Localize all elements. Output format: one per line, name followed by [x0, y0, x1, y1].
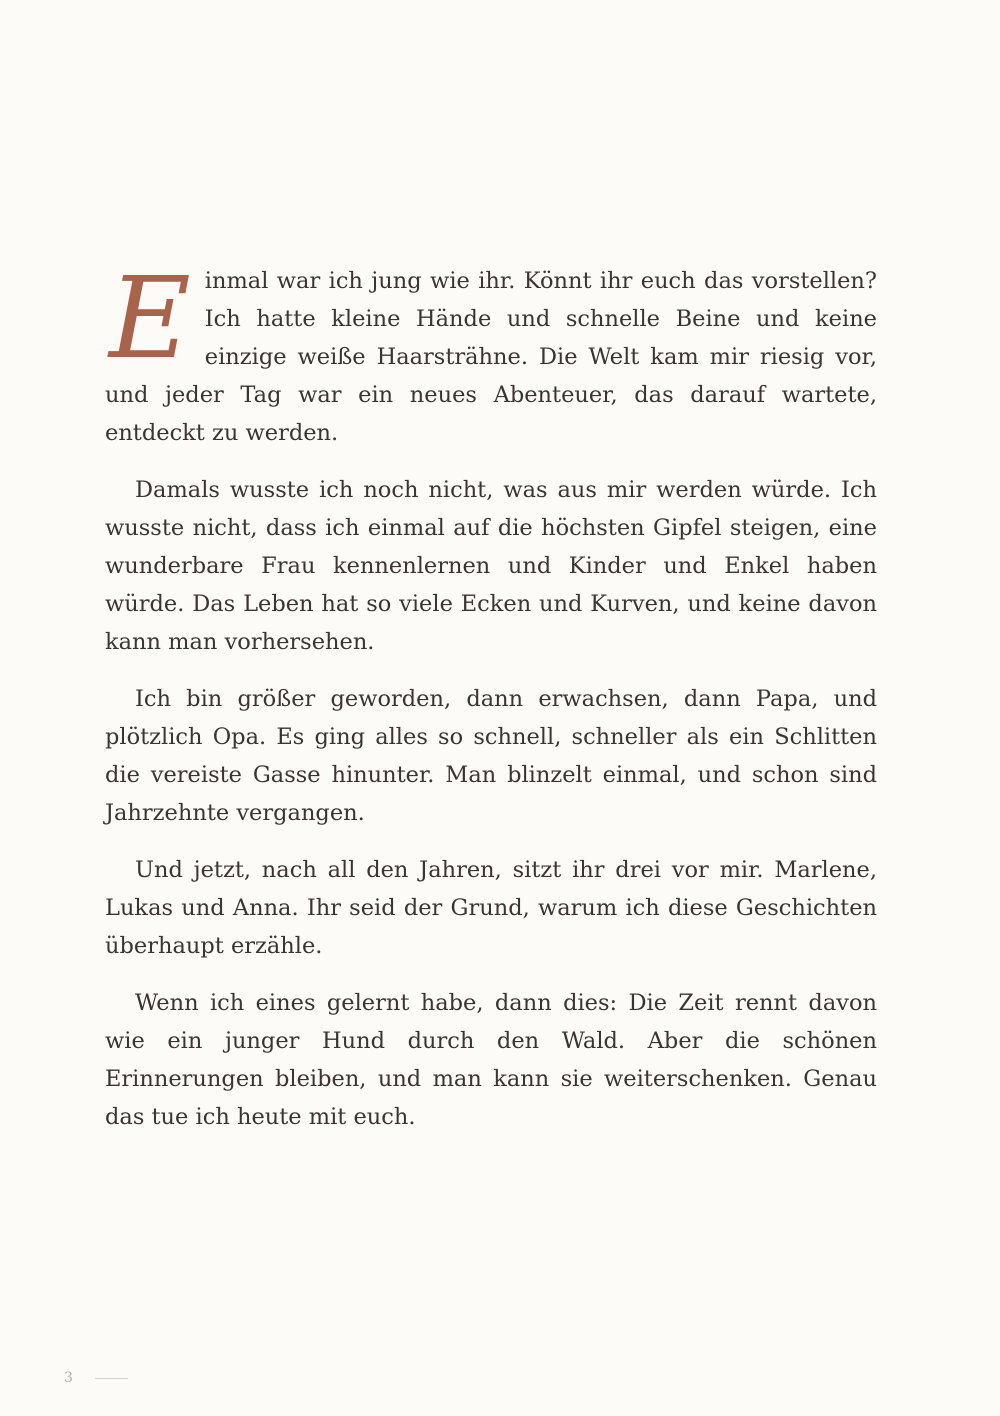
paragraph-1-text: inmal war ich jung wie ihr. Könnt ihr euch das vorstellen? Ich hatte kleine Hände und schnelle Beine und keine einzige weiße Haarsträhne. Die Welt kam mir riesig vor, und jeder Tag war ein neues Abenteuer, das darauf wartete, entdeckt zu werden.	[105, 268, 877, 446]
paragraph-3: Ich bin größer geworden, dann erwachsen, dann Papa, und plötzlich Opa. Es ging alles so schnell, schneller als ein Schlitten die vereiste Gasse hinunter. Man blinzelt einmal, und schon sind Jahrzehnte vergangen.	[105, 686, 877, 826]
paragraph-5: Wenn ich eines gelernt habe, dann dies: Die Zeit rennt davon wie ein junger Hund durch den Wald. Aber die schönen Erinnerungen bleiben, und man kann sie weiterschenken. Genau das tue ich heute mit euch.	[105, 990, 877, 1130]
story-page	[105, 254, 877, 1155]
paragraph-4: Und jetzt, nach all den Jahren, sitzt ihr drei vor mir. Marlene, Lukas und Anna. Ihr seid der Grund, warum ich diese Geschichten überhaupt erzähle.	[105, 857, 877, 959]
footer-rule	[95, 1378, 128, 1379]
page-number: 3	[64, 1370, 73, 1386]
paragraph-1	[105, 254, 877, 452]
page-footer	[64, 1370, 128, 1386]
drop-cap: E	[109, 254, 191, 384]
paragraph-2: Damals wusste ich noch nicht, was aus mir werden würde. Ich wusste nicht, dass ich einmal auf die höchsten Gipfel steigen, eine wunderbare Frau kennenlernen und Kinder und Enkel haben würde. Das Leben hat so viele Ecken und Kurven, und keine davon kann man vorhersehen.	[105, 477, 877, 655]
